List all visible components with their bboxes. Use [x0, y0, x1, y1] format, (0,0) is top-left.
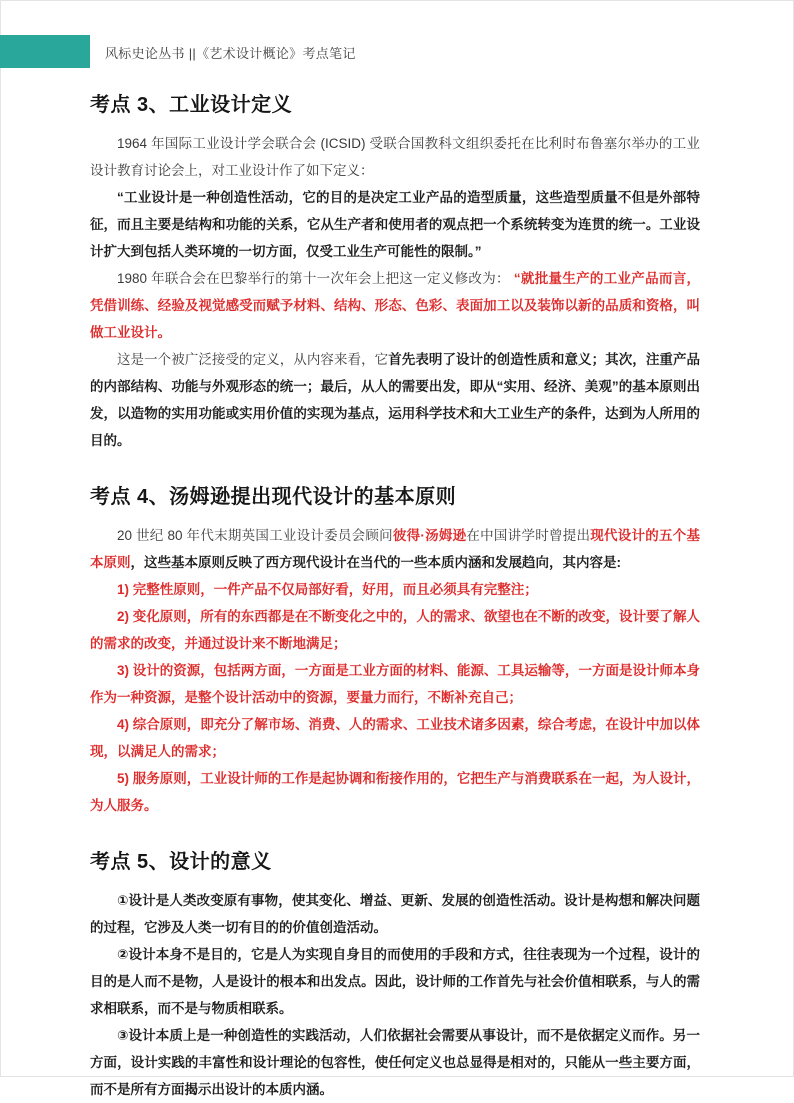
paragraph [90, 941, 700, 1022]
paragraph [90, 603, 700, 657]
section-heading: 考点 3、工业设计定义 [90, 94, 293, 116]
brand-accent-bar [0, 35, 90, 68]
text-run: 4) 综合原则，即充分了解市场、消费、人的需求、工业技术诸多因素，综合考虑，在设计中加以体现，以满足人的需求； [90, 717, 700, 759]
paragraph [90, 346, 700, 454]
text-run: 彼得·汤姆逊 [392, 528, 467, 543]
header-title: 风标史论丛书 ||《艺术设计概论》考点笔记 [105, 46, 356, 61]
paragraph [90, 184, 700, 265]
section-heading: 考点 4、汤姆逊提出现代设计的基本原则 [90, 486, 457, 508]
paragraph [90, 711, 700, 765]
paragraph [90, 1022, 700, 1103]
paragraph [90, 522, 700, 576]
text-run: 1) 完整性原则，一件产品不仅局部好看，好用，而且必须具有完整注； [117, 582, 538, 597]
text-run: 1980 年联合会在巴黎举行的第十一次年会上把这一定义修改为： [117, 271, 514, 286]
text-run: 1964 年国际工业设计学会联合会 (ICSID) 受联合国教科文组织委托在比利时布鲁塞尔举办的工业设计教育讨论会上，对工业设计作了如下定义： [90, 136, 700, 178]
text-run: “就批量生产的工业产品而言，凭借训练、经验及视觉感受而赋予材料、结构、形态、色彩、表面加工以及装饰以新的品质和资格，叫做工业设计。 [90, 271, 700, 340]
page-header [0, 0, 794, 68]
text-run: 在中国讲学时曾提出 [466, 528, 591, 543]
text-run: “工业设计是一种创造性活动，它的目的是决定工业产品的造型质量，这些造型质量不但是外部特征，而且主要是结构和功能的关系，它从生产者和使用者的观点把一个系统转变为连贯的统一。工业设计扩大到包括人类环境的一切方面，仅受工业生产可能性的限制。” [90, 190, 700, 259]
text-run: 2) 变化原则，所有的东西都是在不断变化之中的，人的需求、欲望也在不断的改变，设计要了解人的需求的改变，并通过设计来不断地满足； [90, 609, 700, 651]
text-run: ，这些基本原则反映了西方现代设计在当代的一些本质内涵和发展趋向，其内容是: [130, 555, 621, 570]
paragraph [90, 765, 700, 819]
paragraph [90, 130, 700, 184]
text-run: ①设计是人类改变原有事物，使其变化、增益、更新、发展的创造性活动。设计是构想和解决问题的过程，它涉及人类一切有目的的价值创造活动。 [90, 893, 700, 935]
text-run: ②设计本身不是目的，它是人为实现自身目的而使用的手段和方式，往往表现为一个过程，设计的目的是人而不是物，人是设计的根本和出发点。因此，设计师的工作首先与社会价值相联系，与人的需求相联系，而不是与物质相联系。 [90, 947, 700, 1016]
paragraph [90, 265, 700, 346]
section-heading: 考点 5、设计的意义 [90, 851, 272, 873]
paragraph [90, 657, 700, 711]
text-run: 现代设计的五个基本原则 [90, 528, 701, 570]
document-body [0, 92, 794, 1103]
text-run: 这是一个被广泛接受的定义，从内容来看，它 [117, 352, 389, 367]
paragraph [90, 887, 700, 941]
text-run: 5) 服务原则，工业设计师的工作是起协调和衔接作用的，它把生产与消费联系在一起，为人设计，为人服务。 [90, 771, 700, 813]
text-run: 3) 设计的资源，包括两方面，一方面是工业方面的材料、能源、工具运输等，一方面是设计师本身作为一种资源，是整个设计活动中的资源，要量力而行，不断补充自己； [90, 663, 700, 705]
text-run: 20 世纪 80 年代末期英国工业设计委员会顾问 [117, 528, 393, 543]
text-run: ③设计本质上是一种创造性的实践活动，人们依据社会需要从事设计，而不是依据定义而作。另一方面，设计实践的丰富性和设计理论的包容性，使任何定义也总显得是相对的，只能从一些主要方面，而不是所有方面揭示出设计的本质内涵。 [90, 1028, 700, 1097]
text-run: 首先表明了设计的创造性质和意义；其次，注重产品的内部结构、功能与外观形态的统一；最后，从人的需要出发，即从“实用、经济、美观”的基本原则出发，以造物的实用功能或实用价值的实现为基点，运用科学技术和大工业生产的条件，达到为人所用的目的。 [90, 352, 701, 448]
paragraph [90, 576, 700, 603]
